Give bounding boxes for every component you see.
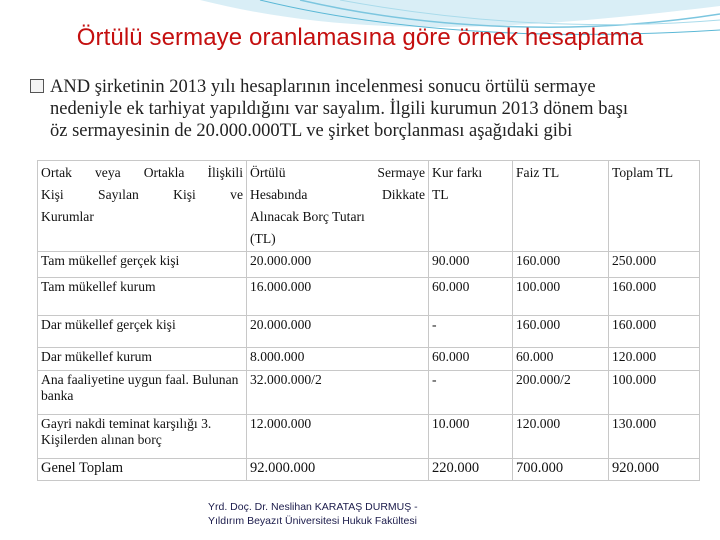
header-col1-line2: Kişi Sayılan Kişi ve: [41, 187, 243, 202]
row-debt: 20.000.000: [247, 316, 429, 348]
row-interest: 60.000: [513, 348, 609, 371]
header-interest: Faiz TL: [513, 161, 609, 252]
intro-line-2: nedeniyle ek tarhiyat yapıldığını var sayalım. İlgili kurumun 2013 dönem başı: [50, 99, 628, 119]
row-total: 250.000: [609, 252, 700, 278]
total-total: 920.000: [609, 459, 700, 481]
row-fx: 60.000: [429, 278, 513, 316]
intro-line-1: [30, 76, 705, 98]
row-total: 120.000: [609, 348, 700, 371]
header-total: Toplam TL: [609, 161, 700, 252]
slide-title: Örtülü sermaye oranlamasına göre örnek hesaplama: [76, 24, 644, 51]
total-debt: 92.000.000: [247, 459, 429, 481]
header-fx-diff: [429, 161, 513, 252]
intro-line-3: öz sermayesinin de 20.000.000TL ve şirket borçlanması aşağıdaki gibi: [50, 121, 573, 141]
row-interest: 120.000: [513, 415, 609, 459]
intro-paragraph: [30, 76, 705, 142]
footer-author: [208, 500, 418, 528]
table-row: [38, 371, 700, 415]
row-total: 160.000: [609, 316, 700, 348]
debt-table: [37, 160, 700, 481]
row-label: Dar mükellef kurum: [38, 348, 247, 371]
header-col1-line1: Ortak veya Ortakla İlişkili: [41, 165, 243, 180]
total-interest: 700.000: [513, 459, 609, 481]
row-interest: 100.000: [513, 278, 609, 316]
table-total-row: [38, 459, 700, 481]
row-debt: 16.000.000: [247, 278, 429, 316]
header-col2-line3: Alınacak Borç Tutarı: [250, 209, 365, 224]
row-label: Ana faaliyetine uygun faal. Bulunan banka: [38, 371, 247, 415]
row-fx: -: [429, 371, 513, 415]
table-row: [38, 415, 700, 459]
table-header-row: [38, 161, 700, 252]
row-label: Dar mükellef gerçek kişi: [38, 316, 247, 348]
table-row: [38, 252, 700, 278]
header-col2-line4: (TL): [250, 231, 276, 246]
header-col3-line2: TL: [432, 187, 449, 202]
row-fx: 90.000: [429, 252, 513, 278]
row-fx: 10.000: [429, 415, 513, 459]
row-total: 160.000: [609, 278, 700, 316]
table-row: [38, 316, 700, 348]
total-label: Genel Toplam: [38, 459, 247, 481]
intro-text-1: AND şirketinin 2013 yılı hesaplarının incelenmesi sonucu örtülü sermaye: [50, 77, 596, 97]
row-interest: 160.000: [513, 252, 609, 278]
row-label: Tam mükellef kurum: [38, 278, 247, 316]
total-fx: 220.000: [429, 459, 513, 481]
row-debt: 8.000.000: [247, 348, 429, 371]
footer-line-2: Yıldırım Beyazıt Üniversitesi Hukuk Fakültesi: [208, 515, 417, 527]
header-related-parties: [38, 161, 247, 252]
row-fx: 60.000: [429, 348, 513, 371]
checkbox-bullet-icon: [30, 79, 44, 93]
header-col3-line1: Kur farkı: [432, 165, 483, 180]
table-row: [38, 348, 700, 371]
row-fx: -: [429, 316, 513, 348]
table-row: [38, 278, 700, 316]
header-col2-line1: Örtülü Sermaye: [250, 165, 425, 180]
row-debt: 20.000.000: [247, 252, 429, 278]
row-label: Tam mükellef gerçek kişi: [38, 252, 247, 278]
footer-line-1: Yrd. Doç. Dr. Neslihan KARATAŞ DURMUŞ -: [208, 501, 418, 513]
header-col1-line3: Kurumlar: [41, 209, 94, 224]
row-total: 130.000: [609, 415, 700, 459]
row-interest: 160.000: [513, 316, 609, 348]
row-interest: 200.000/2: [513, 371, 609, 415]
row-debt: 32.000.000/2: [247, 371, 429, 415]
row-total: 100.000: [609, 371, 700, 415]
row-debt: 12.000.000: [247, 415, 429, 459]
row-label: Gayri nakdi teminat karşılığı 3. Kişilerden alınan borç: [38, 415, 247, 459]
header-thin-cap-debt: [247, 161, 429, 252]
header-col2-line2: Hesabında Dikkate: [250, 187, 425, 202]
